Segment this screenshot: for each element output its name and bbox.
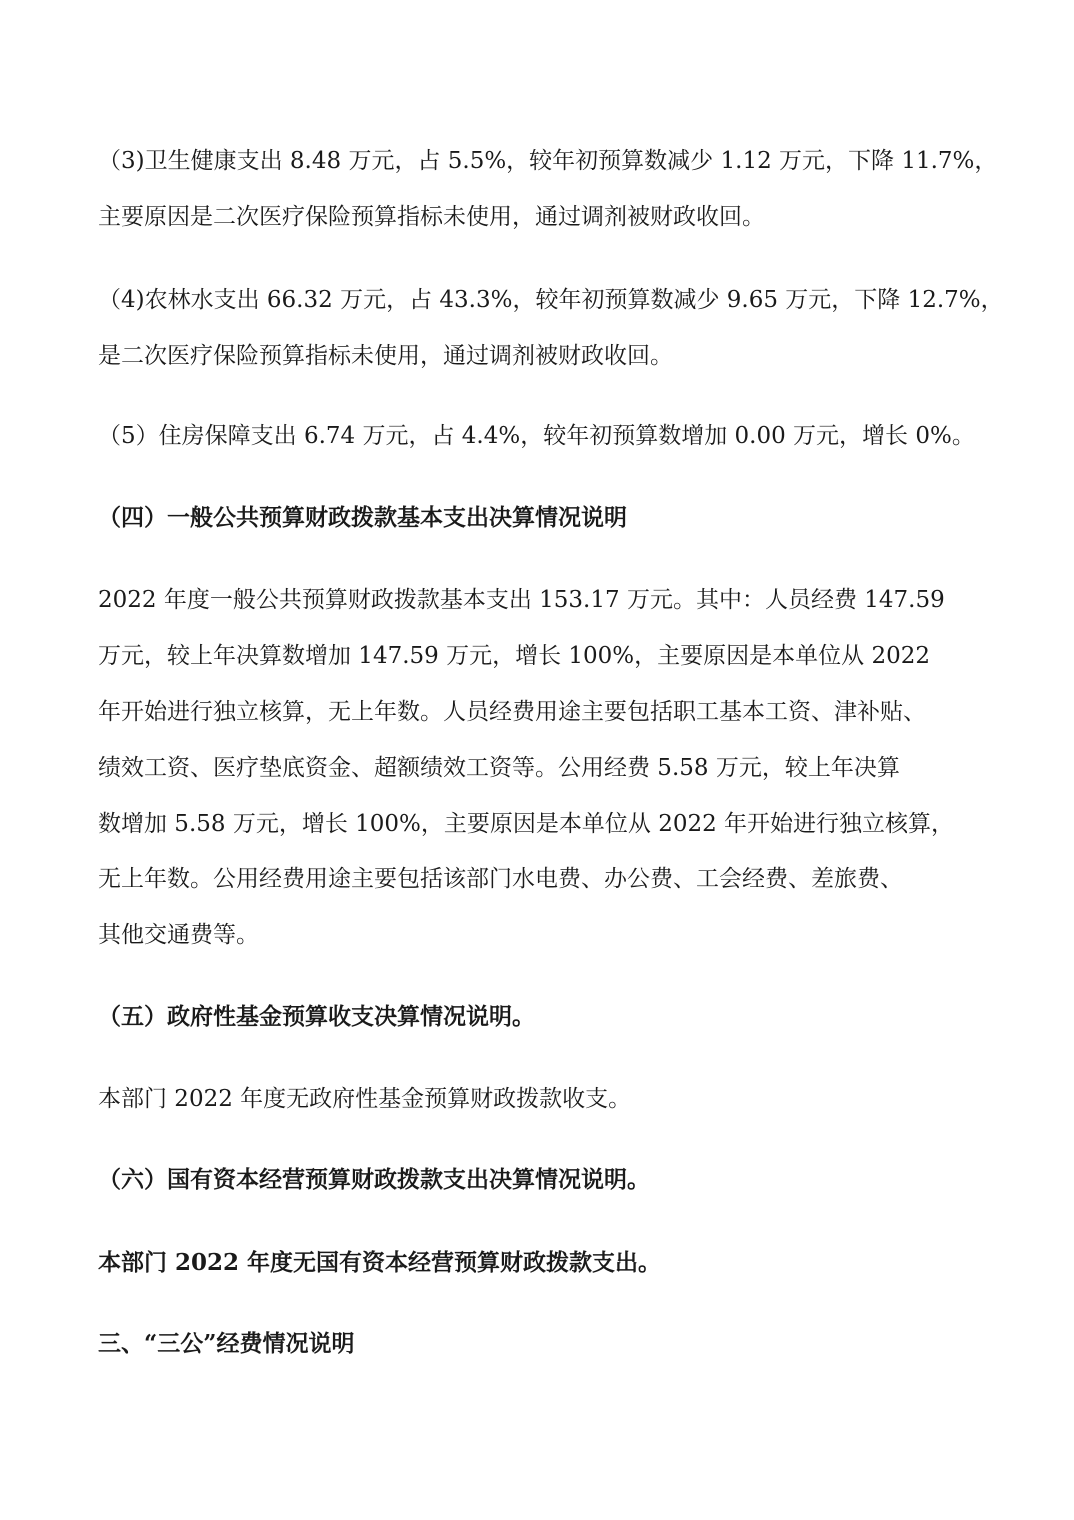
section4-body-line: 年开始进行独立核算，无上年数。人员经费用途主要包括职工基本工资、津补贴、 (98, 699, 926, 725)
section5-body: 本部门 2022 年度无政府性基金预算财政拨款收支。 (98, 1086, 632, 1112)
part3-heading: 三、“三公”经费情况说明 (98, 1330, 355, 1357)
item5-line1: （5）住房保障支出 6.74 万元，占 4.4%，较年初预算数增加 0.00 万元，增长 0%。 (98, 423, 975, 449)
item3-line1: （3)卫生健康支出 8.48 万元，占 5.5%，较年初预算数减少 1.12 万元，下降 11.7%， (98, 148, 998, 174)
section4-body-line: 2022 年度一般公共预算财政拨款基本支出 153.17 万元。其中：人员经费 147.59 (98, 587, 945, 613)
section4-body-line: 万元，较上年决算数增加 147.59 万元，增长 100%，主要原因是本单位从 2022 (98, 643, 931, 669)
item3-line2: 主要原因是二次医疗保险预算指标未使用，通过调剂被财政收回。 (98, 204, 765, 230)
section6-body: 本部门 2022 年度无国有资本经营预算财政拨款支出。 (98, 1249, 662, 1276)
section4-heading: （四）一般公共预算财政拨款基本支出决算情况说明 (98, 504, 627, 531)
section4-body-line: 其他交通费等。 (98, 922, 259, 948)
section4-body-line: 数增加 5.58 万元，增长 100%，主要原因是本单位从 2022 年开始进行独立核算， (98, 811, 955, 837)
section4-body-line: 绩效工资、医疗垫底资金、超额绩效工资等。公用经费 5.58 万元，较上年决算 (98, 755, 900, 781)
item4-line2: 是二次医疗保险预算指标未使用，通过调剂被财政收回。 (98, 343, 673, 369)
section4-body-line: 无上年数。公用经费用途主要包括该部门水电费、办公费、工会经费、差旅费、 (98, 866, 903, 892)
item4-line1: （4)农林水支出 66.32 万元，占 43.3%，较年初预算数减少 9.65 万元，下降 12.7%， (98, 287, 1004, 313)
section5-heading: （五）政府性基金预算收支决算情况说明。 (98, 1003, 535, 1030)
section6-heading: （六）国有资本经营预算财政拨款支出决算情况说明。 (98, 1166, 650, 1193)
